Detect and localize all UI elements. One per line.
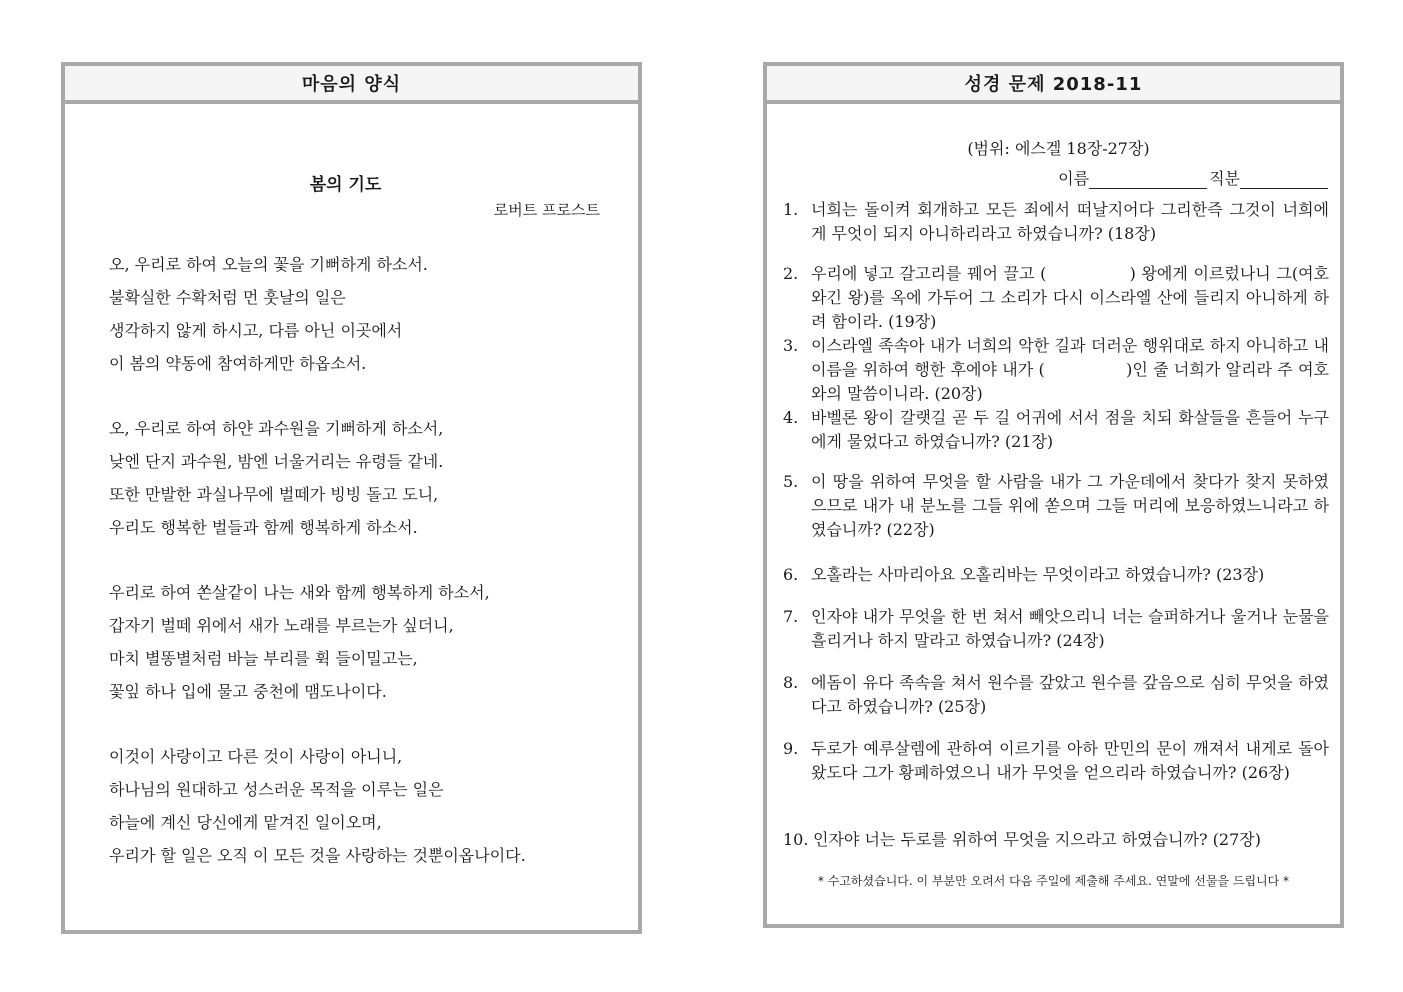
right-panel-title: 성경 문제 2018-11 (767, 66, 1340, 104)
question-number: 9. (783, 739, 799, 758)
poem-line: 불확실한 수확처럼 먼 훗날의 일은 (109, 288, 346, 307)
poem-line: 낮엔 단지 과수원, 밤엔 너울거리는 유령들 같네. (109, 452, 444, 471)
poem-body (109, 248, 629, 872)
footer-note: * 수고하셨습니다. 이 부분만 오려서 다음 주일에 제출해 주세요. 연말에 선물을 드립니다 * (817, 874, 1290, 888)
poem-stanza (109, 248, 629, 380)
question-text: 오홀라는 사마리아요 오홀리바는 무엇이라고 하였습니까? (23장) (811, 565, 1265, 584)
poem-line: 우리도 행복한 벌들과 함께 행복하게 하소서. (109, 518, 418, 537)
question-item (783, 563, 1329, 587)
question-item (783, 198, 1329, 246)
poem-line: 우리로 하여 쏜살같이 나는 새와 함께 행복하게 하소서, (109, 583, 490, 602)
poem-line: 이것이 사랑이고 다른 것이 사랑이 아니니, (109, 747, 403, 766)
question-item (783, 334, 1329, 406)
question-text: 이 땅을 위하여 무엇을 할 사람을 내가 그 가운데에서 찾다가 찾지 못하였으므로 내가 내 분노를 그들 위에 쏟으며 그들 머리에 보응하였느니라고 하였습니까? (22장) (811, 472, 1329, 539)
poem-line: 생각하지 않게 하시고, 다름 아닌 이곳에서 (109, 321, 403, 340)
poem-stanza (109, 576, 629, 708)
question-item (783, 671, 1329, 719)
question-item (783, 470, 1329, 542)
question-text: 에돔이 유다 족속을 쳐서 원수를 갚았고 원수를 갚음으로 심히 무엇을 하였다고 하였습니까? (25장) (811, 673, 1329, 716)
right-panel (763, 62, 1344, 928)
poem-line: 꽃잎 하나 입에 물고 중천에 맴도나이다. (109, 682, 387, 701)
poem-stanza (109, 412, 629, 544)
question-number: 5. (783, 472, 799, 491)
poem-line: 이 봄의 약동에 참여하게만 하옵소서. (109, 354, 367, 373)
poem-line: 마치 별똥별처럼 바늘 부리를 휙 들이밀고는, (109, 649, 418, 668)
name-role-row (1058, 166, 1328, 189)
poem-author: 로버트 프로스트 (493, 201, 600, 219)
role-blank[interactable] (1240, 170, 1328, 189)
question-number: 2. (783, 264, 799, 283)
question-number: 4. (783, 408, 799, 427)
question-item (783, 737, 1329, 785)
question-text: 바벨론 왕이 갈랫길 곧 두 길 어귀에 서서 점을 치되 화살들을 흔들어 누구에게 물었다고 하였습니까? (21장) (811, 408, 1329, 451)
question-item (783, 605, 1329, 653)
question-text: 이스라엘 족속아 내가 너희의 악한 길과 더러운 행위대로 하지 아니하고 내 이름을 위하여 행한 후에야 내가 ( )인 줄 너희가 알리라 주 여호와의 말씀이니라. (20장) (811, 336, 1329, 403)
question-number: 8. (783, 673, 799, 692)
poem-line: 하나님의 원대하고 성스러운 목적을 이루는 일은 (109, 780, 444, 799)
poem-line: 우리가 할 일은 오직 이 모든 것을 사랑하는 것뿐이옵나이다. (109, 846, 526, 865)
poem-line: 오, 우리로 하여 하얀 과수원을 기뻐하게 하소서, (109, 419, 444, 438)
question-number: 1. (783, 200, 799, 219)
name-label: 이름 (1058, 169, 1090, 188)
question-text: 인자야 너는 두로를 위하여 무엇을 지으라고 하였습니까? (27장) (813, 830, 1261, 849)
question-item (783, 262, 1329, 334)
question-text: 우리에 넣고 갈고리를 꿰어 끌고 ( ) 왕에게 이르렀나니 그(여호와긴 왕)를 옥에 가두어 그 소리가 다시 이스라엘 산에 들리지 아니하게 하려 함이라. (19장) (811, 264, 1329, 331)
question-number: 3. (783, 336, 799, 355)
poem-line: 갑자기 벌떼 위에서 새가 노래를 부르는가 싶더니, (109, 616, 454, 635)
role-label: 직분 (1209, 169, 1240, 188)
question-number: 10. (783, 830, 809, 849)
left-panel-title: 마음의 양식 (65, 66, 638, 104)
poem-title: 봄의 기도 (309, 175, 382, 195)
question-text: 두로가 예루살렘에 관하여 이르기를 아하 만민의 문이 깨져서 내게로 돌아왔도다 그가 황폐하였으니 내가 무엇을 얻으리라 하였습니까? (26장) (811, 739, 1329, 782)
question-text: 인자야 내가 무엇을 한 번 쳐서 빼앗으리니 너는 슬퍼하거나 울거나 눈물을 흘리거나 하지 말라고 하였습니까? (24장) (811, 607, 1329, 650)
quiz-range: (범위: 에스겔 18장-27장) (967, 139, 1150, 158)
left-panel (61, 62, 642, 934)
question-item (783, 828, 1329, 852)
poem-line: 하늘에 계신 당신에게 맡겨진 일이오며, (109, 813, 382, 832)
question-number: 6. (783, 565, 799, 584)
question-item (783, 406, 1329, 454)
name-blank[interactable] (1089, 170, 1207, 189)
question-number: 7. (783, 607, 799, 626)
poem-line: 오, 우리로 하여 오늘의 꽃을 기뻐하게 하소서. (109, 255, 428, 274)
poem-stanza (109, 740, 629, 872)
poem-line: 또한 만발한 과실나무에 벌떼가 빙빙 돌고 도니, (109, 485, 439, 504)
question-text: 너희는 돌이켜 회개하고 모든 죄에서 떠날지어다 그리한즉 그것이 너희에게 무엇이 되지 아니하리라고 하였습니까? (18장) (811, 200, 1329, 243)
